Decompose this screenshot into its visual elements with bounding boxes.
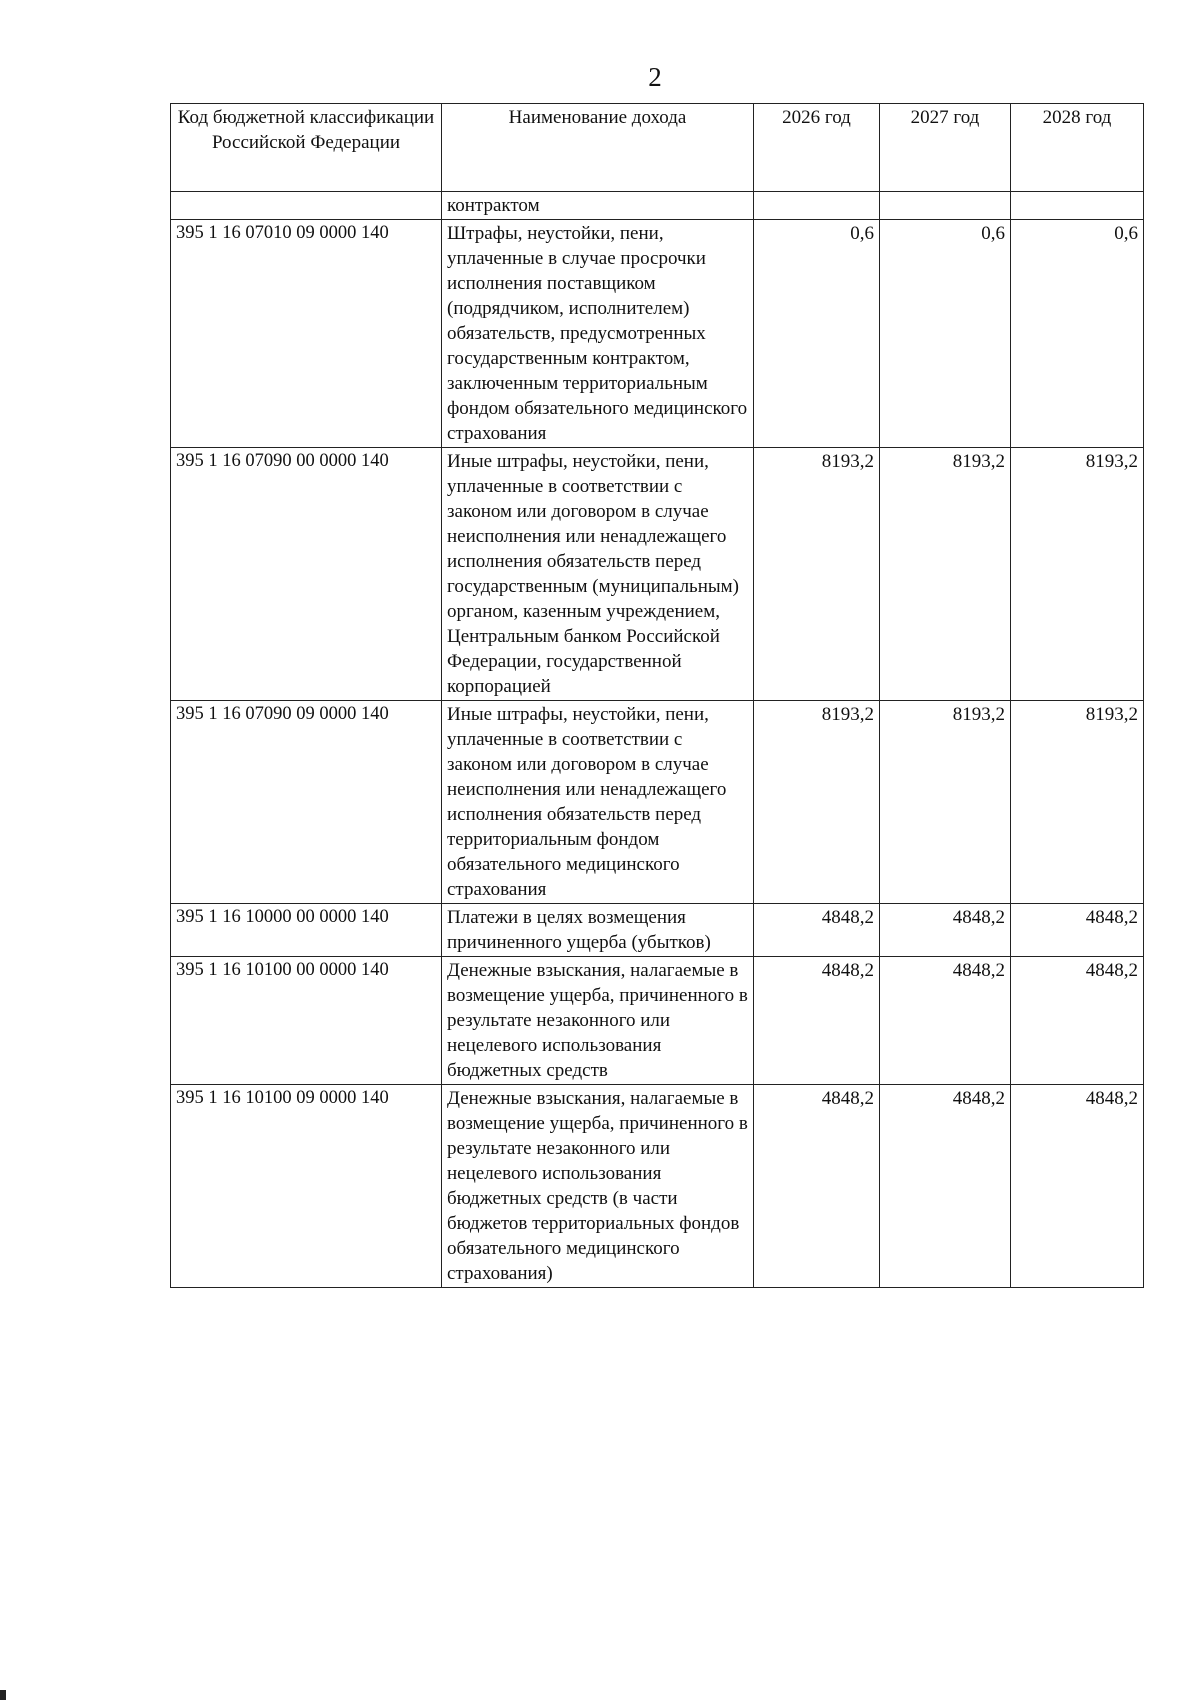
row-value-2028 [1011,192,1144,220]
row-code: 395 1 16 07090 09 0000 140 [171,701,442,904]
table-row [171,1085,1144,1288]
row-income-name: Денежные взыскания, налагаемые в возмещение ущерба, причиненного в результате незаконного или нецелевого использования бюджетных средств [442,957,754,1085]
row-income-name: Иные штрафы, неустойки, пени, уплаченные в соответствии с законом или договором в случае неисполнения или ненадлежащего исполнения обязательств перед территориальным фондом обязательного медицинского страхования [442,701,754,904]
row-value-2026: 0,6 [754,220,880,448]
row-code: 395 1 16 07090 00 0000 140 [171,448,442,701]
row-value-2027: 4848,2 [880,1085,1011,1288]
row-value-2028: 8193,2 [1011,448,1144,701]
scan-edge-mark [0,1690,6,1700]
row-value-2027: 8193,2 [880,701,1011,904]
row-income-name: Денежные взыскания, налагаемые в возмещение ущерба, причиненного в результате незаконного или нецелевого использования бюджетных средств (в части бюджетов территориальных фондов обязательного медицинского страхования) [442,1085,754,1288]
table-header-row [171,104,1144,192]
header-2028: 2028 год [1011,104,1144,192]
row-value-2026: 8193,2 [754,701,880,904]
row-income-name: Иные штрафы, неустойки, пени, уплаченные в соответствии с законом или договором в случае неисполнения или ненадлежащего исполнения обязательств перед государственным (муниципальным) органом, казенным учреждением, Центральным банком Российской Федерации, государственной корпорацией [442,448,754,701]
header-income-name: Наименование дохода [442,104,754,192]
row-value-2026: 8193,2 [754,448,880,701]
budget-income-table [170,103,1144,1288]
row-income-name: Штрафы, неустойки, пени, уплаченные в случае просрочки исполнения поставщиком (подрядчиком, исполнителем) обязательств, предусмотренных государственным контрактом, заключенным территориальным фондом обязательного медицинского страхования [442,220,754,448]
row-value-2027: 4848,2 [880,904,1011,957]
row-value-2028: 4848,2 [1011,1085,1144,1288]
row-value-2028: 8193,2 [1011,701,1144,904]
row-value-2026: 4848,2 [754,904,880,957]
row-value-2027 [880,192,1011,220]
row-value-2026: 4848,2 [754,957,880,1085]
row-value-2026 [754,192,880,220]
table-row [171,904,1144,957]
row-value-2027: 4848,2 [880,957,1011,1085]
table-row [171,220,1144,448]
table-row [171,448,1144,701]
header-2026: 2026 год [754,104,880,192]
header-code: Код бюджетной классификации Российской Федерации [171,104,442,192]
row-code [171,192,442,220]
table-row [171,701,1144,904]
row-value-2028: 4848,2 [1011,957,1144,1085]
row-value-2028: 4848,2 [1011,904,1144,957]
table-row [171,957,1144,1085]
row-code: 395 1 16 10100 09 0000 140 [171,1085,442,1288]
page-number: 2 [648,62,662,92]
row-code: 395 1 16 10100 00 0000 140 [171,957,442,1085]
row-code: 395 1 16 10000 00 0000 140 [171,904,442,957]
row-value-2027: 0,6 [880,220,1011,448]
row-income-name: контрактом [442,192,754,220]
row-value-2028: 0,6 [1011,220,1144,448]
row-value-2027: 8193,2 [880,448,1011,701]
table-row [171,192,1144,220]
row-code: 395 1 16 07010 09 0000 140 [171,220,442,448]
row-income-name: Платежи в целях возмещения причиненного ущерба (убытков) [442,904,754,957]
header-2027: 2027 год [880,104,1011,192]
row-value-2026: 4848,2 [754,1085,880,1288]
